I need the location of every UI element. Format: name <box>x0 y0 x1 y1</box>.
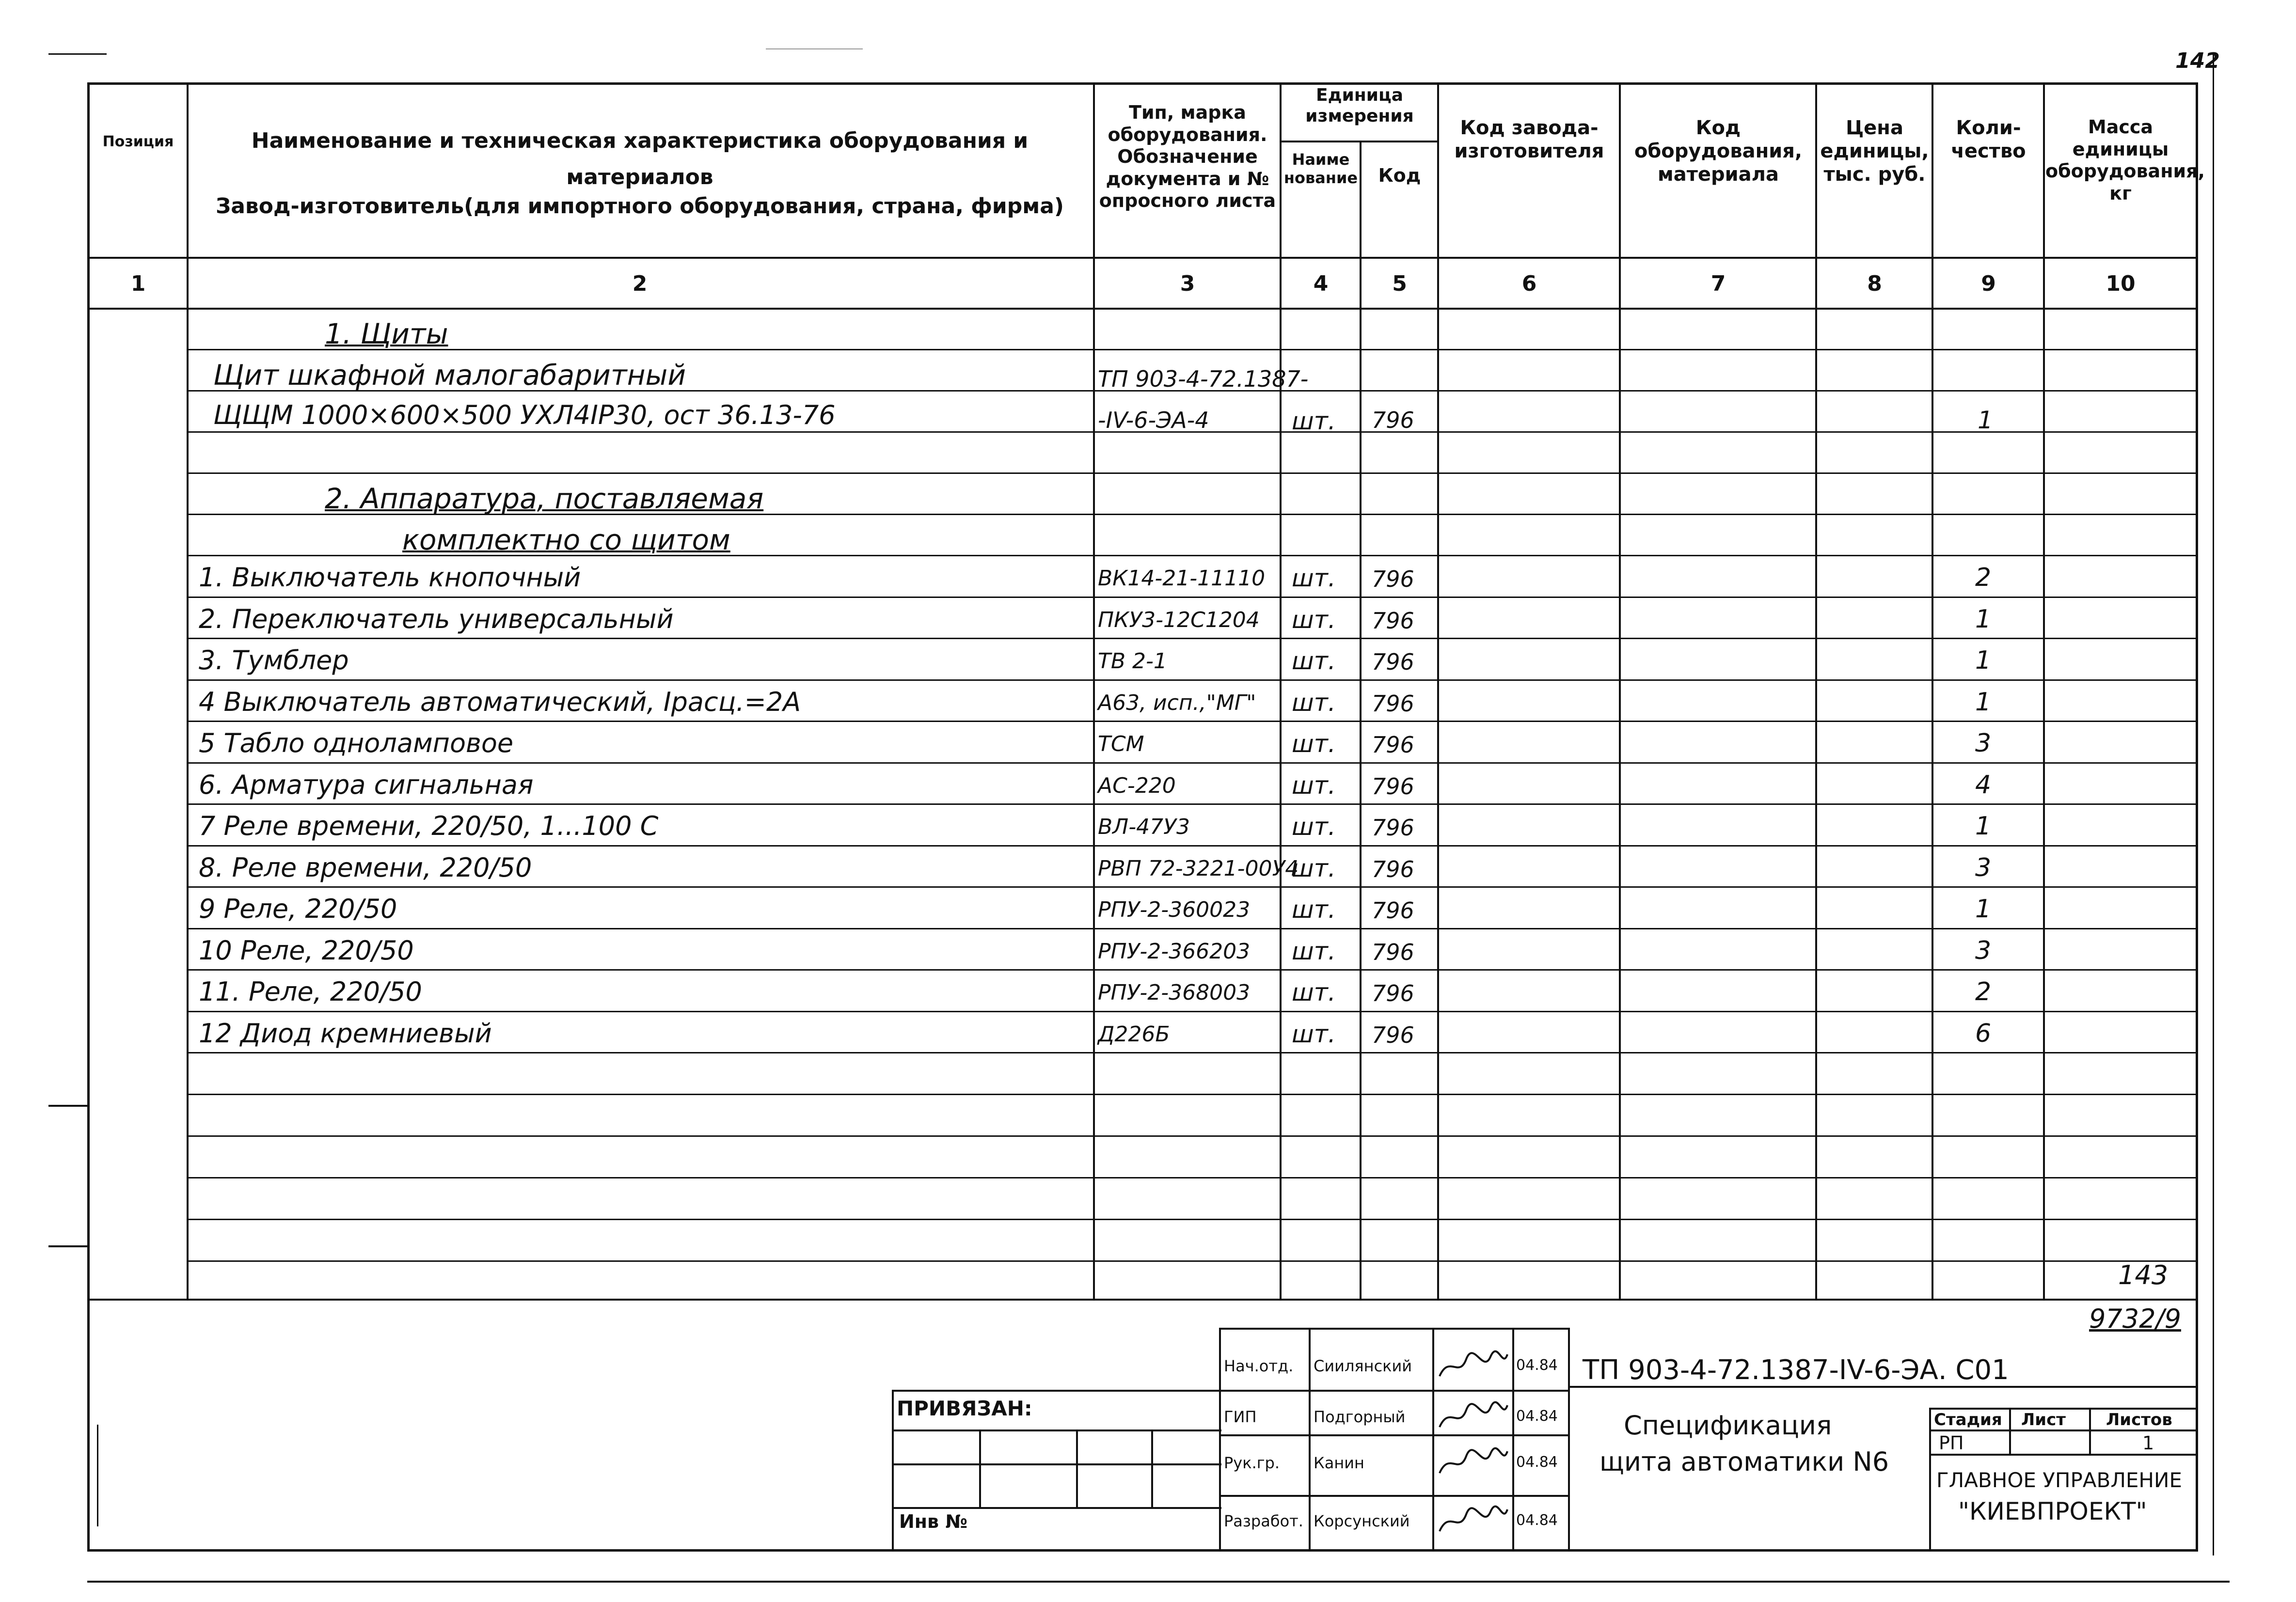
signature-date: 04.84 <box>1516 1454 1558 1471</box>
org-line1: ГЛАВНОЕ УПРАВЛЕНИЕ <box>1936 1468 2182 1492</box>
item-type: ТВ 2-1 <box>1098 649 1167 674</box>
item-unit: шт. <box>1292 564 1336 592</box>
inventory-label: Инв № <box>899 1511 968 1532</box>
unit-group-line <box>1280 141 1437 142</box>
signature-date: 04.84 <box>1516 1357 1558 1374</box>
inventory-mark: 9732/9 <box>2089 1304 2181 1334</box>
item-qty: 3 <box>1975 936 1992 965</box>
row-line <box>187 721 2198 722</box>
row-line <box>187 803 2198 805</box>
row-line <box>187 762 2198 764</box>
item-code: 796 <box>1372 897 1414 924</box>
section-2-title-line2: комплектно со щитом <box>402 523 730 556</box>
col-divider <box>187 82 189 1299</box>
signer-name: Сиилянский <box>1314 1357 1412 1375</box>
item-unit: шт. <box>1292 771 1336 800</box>
item-name: 9 Реле, 220/50 <box>199 894 397 924</box>
item-code: 796 <box>1372 980 1414 1006</box>
item-code: 796 <box>1372 649 1414 675</box>
colnum-10: 10 <box>2106 271 2136 296</box>
header-unit-name: Наиме нование <box>1283 150 1358 188</box>
margin-mark <box>766 48 863 49</box>
signature-scribble <box>1437 1400 1510 1434</box>
tb-line <box>1432 1328 1434 1552</box>
colnum-3: 3 <box>1180 271 1195 296</box>
item-type: АС-220 <box>1098 773 1176 798</box>
colnum-7: 7 <box>1710 271 1726 296</box>
panel-unit: шт. <box>1292 407 1336 435</box>
item-name: 4 Выключатель автоматический, Iрасц.=2А <box>199 687 801 717</box>
signature-scribble <box>1437 1446 1510 1480</box>
colnum-1: 1 <box>130 271 146 296</box>
tb-line <box>1929 1454 2198 1456</box>
item-qty: 1 <box>1975 605 1992 634</box>
row-line <box>187 1260 2198 1262</box>
item-type: ВЛ-47У3 <box>1098 815 1190 839</box>
item-name: 11. Реле, 220/50 <box>199 976 422 1007</box>
row-line <box>187 1094 2198 1095</box>
item-qty: 4 <box>1975 770 1992 800</box>
tb-line <box>1151 1429 1153 1507</box>
signature-scribble <box>1437 1505 1510 1539</box>
row-line <box>187 1052 2198 1053</box>
section-2-title-line1: 2. Аппаратура, поставляемая <box>325 482 764 515</box>
panel-type-line1: ТП 903-4-72.1387- <box>1098 366 1309 392</box>
colnum-5: 5 <box>1392 271 1407 296</box>
item-code: 796 <box>1372 856 1414 882</box>
org-line2: "КИЕВПРОЕКТ" <box>1958 1497 2147 1525</box>
header-name-line3: Завод-изготовитель(для импортного оборудования, страна, фирма) <box>215 194 1064 219</box>
tb-line <box>1568 1386 2198 1388</box>
item-name: 5 Табло одноламповое <box>199 728 514 758</box>
col-divider <box>1437 82 1439 1299</box>
item-type: РПУ-2-368003 <box>1098 980 1251 1005</box>
item-type: ТСМ <box>1098 732 1144 756</box>
colnum-9: 9 <box>1981 271 1996 296</box>
colnum-4: 4 <box>1313 271 1329 296</box>
item-unit: шт. <box>1292 1020 1336 1048</box>
page-mark: 143 <box>2118 1260 2169 1290</box>
item-unit: шт. <box>1292 937 1336 965</box>
row-line <box>187 845 2198 847</box>
sheets-value: 1 <box>2142 1432 2154 1454</box>
item-name: 6. Арматура сигнальная <box>199 770 534 800</box>
row-line <box>187 1011 2198 1012</box>
panel-code: 796 <box>1372 407 1414 433</box>
row-line <box>187 1219 2198 1220</box>
tb-line <box>1568 1328 1570 1552</box>
item-qty: 1 <box>1975 812 1992 841</box>
signer-role: Рук.гр. <box>1224 1454 1280 1472</box>
panel-type-line2: -IV-6-ЭА-4 <box>1098 407 1209 433</box>
tb-line <box>1076 1429 1078 1507</box>
col-divider <box>1280 82 1282 1299</box>
row-line <box>187 886 2198 888</box>
tb-line <box>1219 1390 1568 1392</box>
item-name: 7 Реле времени, 220/50, 1...100 С <box>199 811 659 841</box>
item-qty: 2 <box>1975 563 1992 592</box>
item-unit: шт. <box>1292 730 1336 758</box>
header-factory-code: Код завода-изготовителя <box>1454 117 1604 162</box>
col-divider <box>1619 82 1621 1299</box>
item-type: ПКУ3-12С1204 <box>1098 608 1260 632</box>
tb-line <box>979 1429 981 1507</box>
row-line <box>187 928 2198 929</box>
item-name: 1. Выключатель кнопочный <box>199 562 581 593</box>
item-type: А63, исп.,"МГ" <box>1098 691 1256 715</box>
item-code: 796 <box>1372 939 1414 965</box>
col-divider <box>1815 82 1817 1299</box>
tb-line <box>1929 1429 2198 1431</box>
signature-date: 04.84 <box>1516 1512 1558 1529</box>
item-qty: 1 <box>1975 895 1992 924</box>
tb-line <box>1309 1328 1311 1552</box>
item-unit: шт. <box>1292 895 1336 924</box>
col-divider <box>1932 82 1933 1299</box>
colnum-8: 8 <box>1867 271 1882 296</box>
bottom-border-line <box>87 1581 2230 1583</box>
item-code: 796 <box>1372 566 1414 592</box>
item-name: 8. Реле времени, 220/50 <box>199 852 532 883</box>
item-type: Д226Б <box>1098 1022 1170 1047</box>
margin-mark <box>48 53 107 55</box>
right-edge-line <box>2213 53 2214 1555</box>
item-qty: 1 <box>1975 646 1992 675</box>
item-unit: шт. <box>1292 978 1336 1006</box>
stage-label: Стадия <box>1934 1410 2002 1429</box>
item-qty: 6 <box>1975 1019 1992 1048</box>
tb-line <box>1929 1408 2198 1410</box>
header-mass: Масса единицы оборудования, кг <box>2045 116 2205 204</box>
row-line <box>187 1135 2198 1137</box>
item-unit: шт. <box>1292 689 1336 717</box>
document-title-line2: щита автоматики N6 <box>1599 1446 1889 1477</box>
item-name: 12 Диод кремниевый <box>199 1018 492 1049</box>
header-position: Позиция <box>102 133 174 150</box>
tb-line <box>892 1390 1221 1392</box>
signer-role: Нач.отд. <box>1224 1357 1294 1375</box>
header-name-line1: Наименование и техническая характеристика оборудования и <box>251 128 1029 153</box>
item-unit: шт. <box>1292 606 1336 634</box>
item-code: 796 <box>1372 732 1414 758</box>
item-code: 796 <box>1372 1022 1414 1048</box>
signature-date: 04.84 <box>1516 1408 1558 1425</box>
item-code: 796 <box>1372 773 1414 800</box>
signer-name: Канин <box>1314 1454 1364 1472</box>
colnum-bottom-line <box>87 308 2198 310</box>
section-1-title: 1. Щиты <box>325 317 448 350</box>
item-type: РПУ-2-366203 <box>1098 939 1251 964</box>
item-name: 10 Реле, 220/50 <box>199 935 414 966</box>
header-name-line2: материалов <box>566 165 713 189</box>
item-name: 3. Тумблер <box>199 645 349 675</box>
tb-line <box>892 1390 894 1552</box>
document-title-line1: Спецификация <box>1624 1410 1832 1441</box>
tb-line <box>892 1463 1221 1465</box>
signer-name: Подгорный <box>1314 1408 1406 1426</box>
item-code: 796 <box>1372 815 1414 841</box>
row-line <box>187 679 2198 681</box>
header-quantity: Коли-чество <box>1951 117 2026 162</box>
panel-qty: 1 <box>1978 406 1993 434</box>
tb-line <box>892 1507 1221 1509</box>
signer-role: ГИП <box>1224 1408 1257 1426</box>
item-qty: 1 <box>1975 688 1992 717</box>
item-name: 2. Переключатель универсальный <box>199 604 674 634</box>
header-bottom-line <box>87 257 2198 259</box>
signature-scribble <box>1437 1350 1510 1383</box>
panel-name-line1: Щит шкафной малогабаритный <box>213 359 686 392</box>
margin-tick <box>48 1105 87 1107</box>
header-price: Цена единицы, тыс. руб. <box>1820 117 1929 186</box>
signer-role: Разработ. <box>1224 1512 1303 1530</box>
item-code: 796 <box>1372 691 1414 717</box>
tb-line <box>1219 1328 1568 1330</box>
tb-line <box>1219 1434 1568 1436</box>
tb-line <box>1512 1328 1514 1552</box>
item-qty: 3 <box>1975 853 1992 882</box>
item-unit: шт. <box>1292 854 1336 882</box>
header-equipment-code: Код оборудования, материала <box>1634 117 1803 186</box>
margin-tick <box>48 1245 87 1247</box>
colnum-6: 6 <box>1521 271 1537 296</box>
item-type: РПУ-2-360023 <box>1098 897 1251 922</box>
col-divider <box>1360 141 1362 1299</box>
sheets-label: Листов <box>2106 1410 2172 1429</box>
tb-line <box>1219 1495 1568 1497</box>
row-line <box>187 472 2198 474</box>
item-qty: 2 <box>1975 977 1992 1006</box>
table-bottom-line <box>87 1299 2198 1301</box>
tb-line <box>892 1429 1221 1431</box>
header-unit-group: Единица измерения <box>1305 85 1414 126</box>
item-type: ВК14-21-11110 <box>1098 566 1266 591</box>
header-unit-code: Код <box>1378 165 1421 186</box>
row-line <box>187 969 2198 971</box>
col-divider <box>2043 82 2045 1299</box>
sheet-label: Лист <box>2021 1410 2066 1429</box>
row-line <box>187 638 2198 639</box>
signer-name: Корсунский <box>1314 1512 1410 1530</box>
header-type: Тип, марка оборудования. Обозначение документа и № опросного листа <box>1099 102 1276 212</box>
corner-number: 142 <box>2175 48 2220 73</box>
colnum-2: 2 <box>632 271 648 296</box>
document-code: ТП 903-4-72.1387-IV-6-ЭА. С01 <box>1583 1354 2009 1386</box>
stage-value: РП <box>1939 1432 1964 1454</box>
tb-line <box>1219 1328 1221 1552</box>
row-line <box>187 1177 2198 1178</box>
item-qty: 3 <box>1975 729 1992 758</box>
item-type: РВП 72-3221-00У4 <box>1098 856 1299 881</box>
item-code: 796 <box>1372 608 1414 634</box>
panel-name-line2: ЩЩМ 1000×600×500 УХЛ4IР30, ост 36.13-76 <box>213 400 836 430</box>
privyazan-label: ПРИВЯЗАН: <box>897 1397 1032 1420</box>
col-divider <box>1093 82 1095 1299</box>
row-line <box>187 349 2198 350</box>
row-line <box>187 597 2198 598</box>
item-unit: шт. <box>1292 813 1336 841</box>
item-unit: шт. <box>1292 647 1336 675</box>
